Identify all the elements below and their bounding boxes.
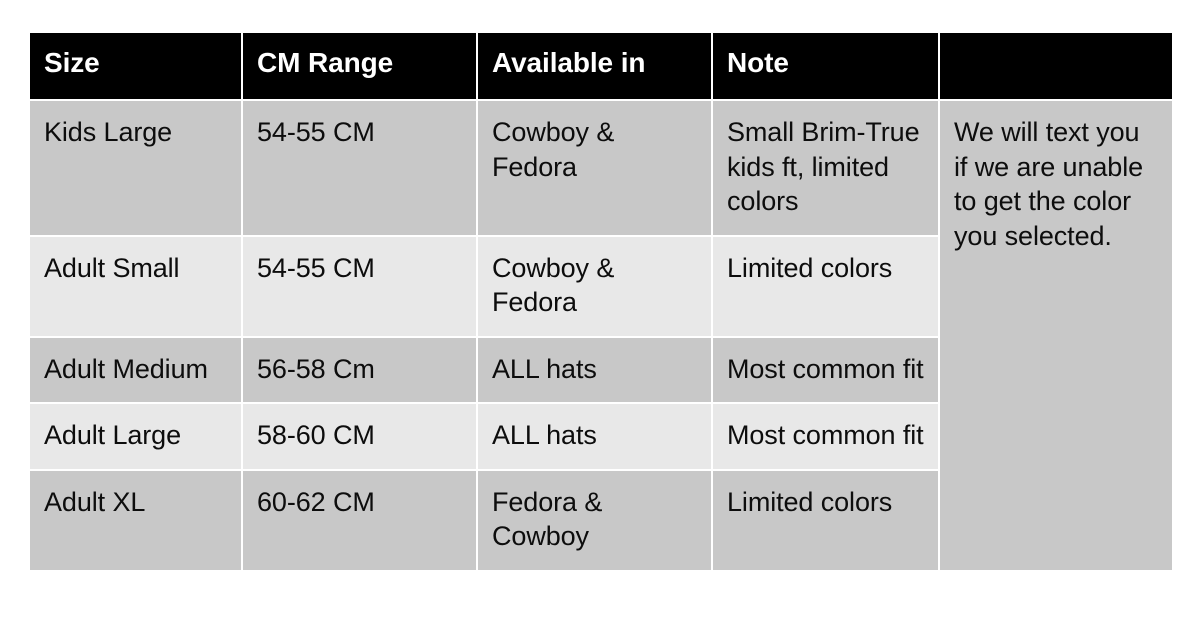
cell-size <box>29 100 242 236</box>
header-row <box>29 32 1173 100</box>
cell-text: Adult Small <box>44 252 180 283</box>
cell-text: 60-62 CM <box>257 486 375 517</box>
cell-text: Kids Large <box>44 117 173 147</box>
cell-text: ALL hats <box>492 420 597 451</box>
cell-text: Limited colors <box>727 486 893 517</box>
cell-text: Cowboy & Fedora <box>492 117 615 182</box>
cell-size <box>29 470 242 571</box>
cell-text: Adult Medium <box>44 353 208 384</box>
cell-cm-range <box>242 470 477 571</box>
cell-cm-range <box>242 100 477 236</box>
cell-color-notice <box>939 100 1173 571</box>
cell-text: Limited colors <box>727 252 893 283</box>
cell-text: Most common fit <box>727 420 924 451</box>
column-header-note: Note <box>712 32 939 100</box>
cell-cm-range <box>242 337 477 404</box>
cell-available-in <box>477 403 712 470</box>
cell-text: 56-58 Cm <box>257 353 375 384</box>
cell-available-in <box>477 337 712 404</box>
cell-note <box>712 403 939 470</box>
cell-note <box>712 470 939 571</box>
cell-text: 54-55 CM <box>257 252 375 283</box>
cell-text: 58-60 CM <box>257 420 375 451</box>
column-header-size: Size <box>29 32 242 100</box>
size-chart-sheet <box>28 31 1172 572</box>
size-chart-table <box>28 31 1174 572</box>
cell-text: 54-55 CM <box>257 117 375 147</box>
cell-note <box>712 337 939 404</box>
table-header <box>29 32 1173 100</box>
column-header-blank <box>939 32 1173 100</box>
cell-available-in <box>477 236 712 337</box>
cell-text: ALL hats <box>492 353 597 384</box>
cell-text: Adult XL <box>44 486 146 517</box>
table-body <box>29 100 1173 571</box>
cell-text: Adult Large <box>44 420 181 451</box>
cell-cm-range <box>242 236 477 337</box>
cell-note <box>712 236 939 337</box>
cell-cm-range <box>242 403 477 470</box>
cell-text: Small Brim-True kids ft, limited colors <box>727 117 920 217</box>
cell-size <box>29 236 242 337</box>
cell-text: Most common fit <box>727 353 924 384</box>
cell-text: Cowboy & Fedora <box>492 252 615 318</box>
cell-text: Fedora & Cowboy <box>492 486 603 552</box>
cell-available-in <box>477 470 712 571</box>
cell-text: We will text you if we are unable to get the color you selected. <box>954 117 1144 251</box>
cell-size <box>29 403 242 470</box>
table-row <box>29 100 1173 236</box>
column-header-cm-range: CM Range <box>242 32 477 100</box>
cell-available-in <box>477 100 712 236</box>
cell-size <box>29 337 242 404</box>
column-header-available-in: Available in <box>477 32 712 100</box>
cell-note <box>712 100 939 236</box>
